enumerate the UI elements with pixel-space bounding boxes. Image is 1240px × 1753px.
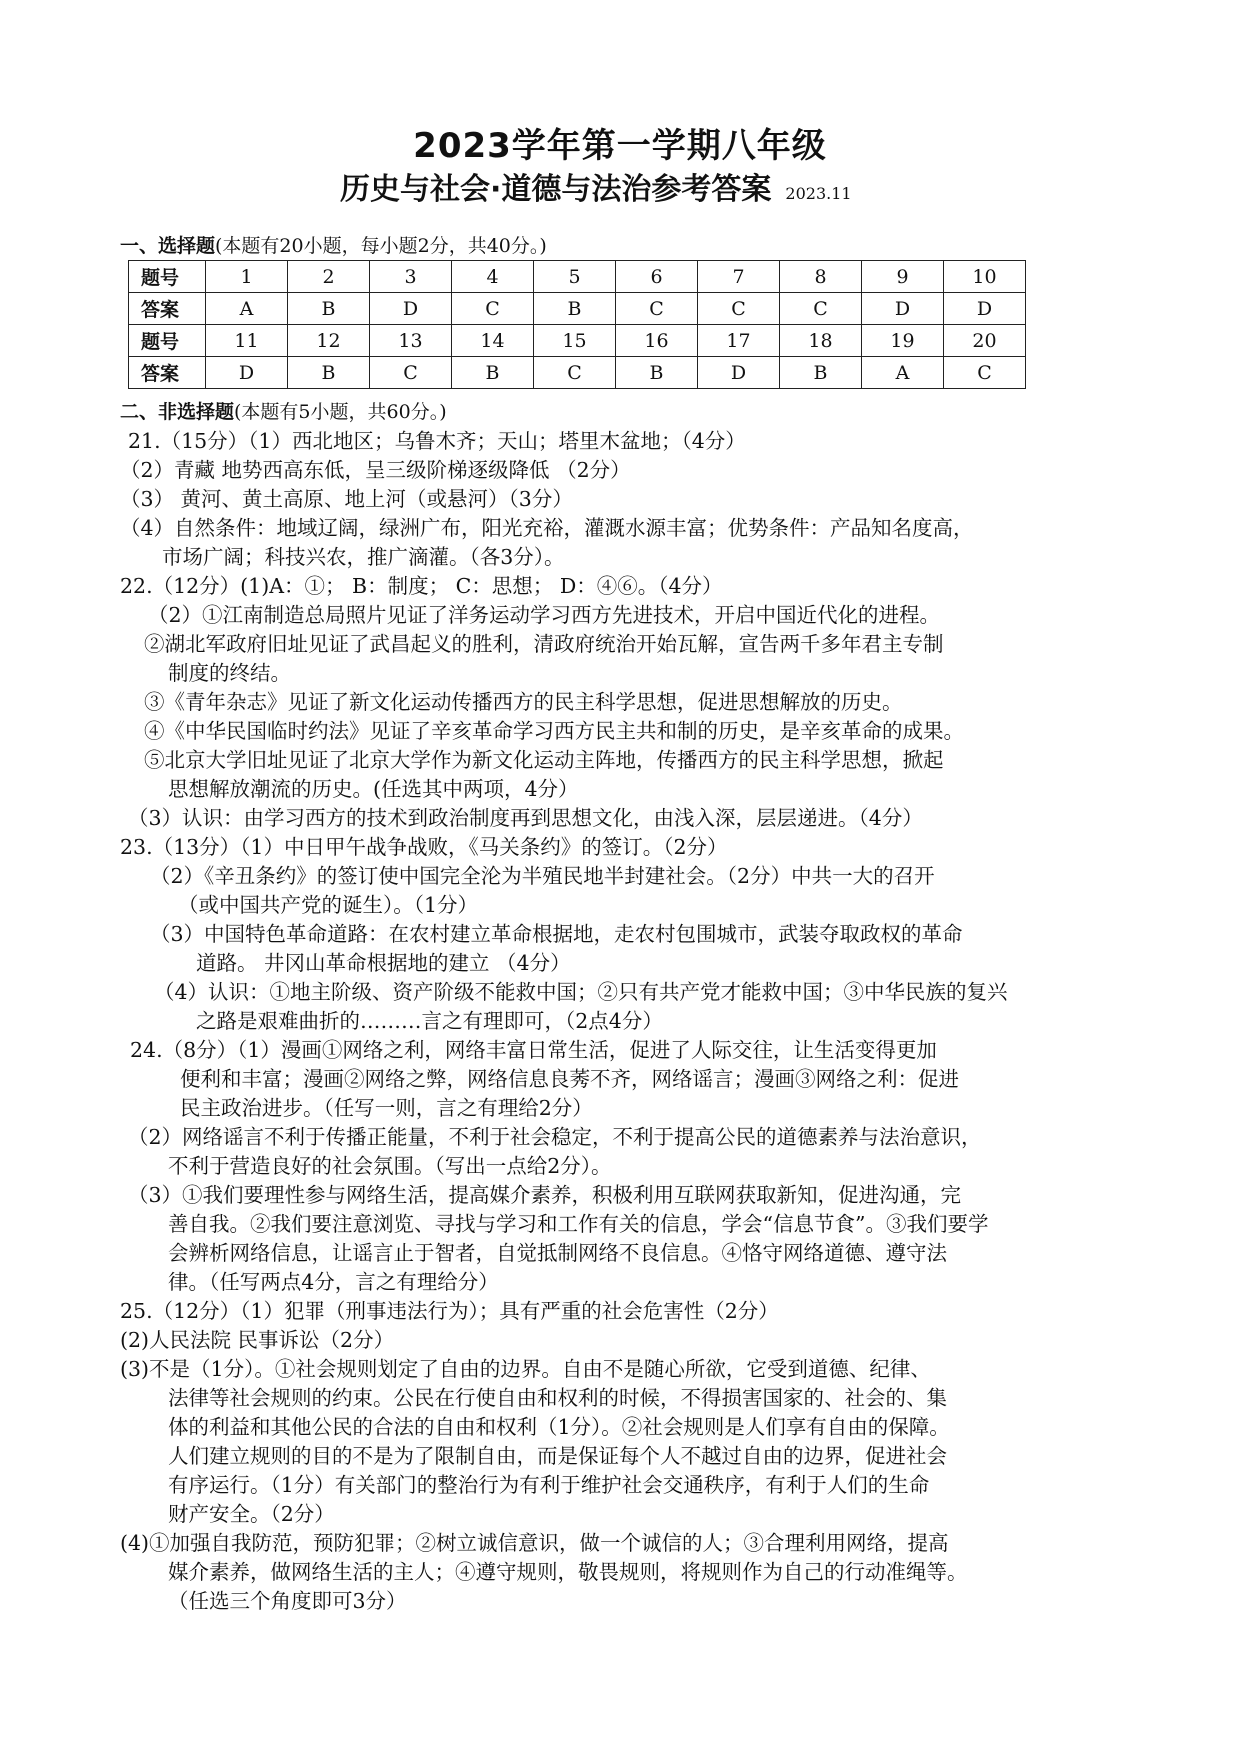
section1-title: 一、选择题 bbox=[120, 235, 216, 257]
answer-line: 25.（12分）（1）犯罪（刑事违法行为）；具有严重的社会危害性（2分） bbox=[120, 1299, 779, 1323]
section1-heading bbox=[120, 232, 547, 260]
answer-line: （3） 黄河、黄土高原、地上河（或悬河）（3分） bbox=[120, 487, 573, 511]
answer-line: 媒介素养，做网络生活的主人；④遵守规则，敬畏规则，将规则作为自己的行动准绳等。 bbox=[168, 1560, 968, 1584]
table-row bbox=[129, 325, 1026, 357]
answer-line: ③《青年杂志》见证了新文化运动传播西方的民主科学思想，促进思想解放的历史。 bbox=[144, 690, 903, 714]
answer-line: 不利于营造良好的社会氛围。（写出一点给2分）。 bbox=[168, 1154, 612, 1178]
answer-line: 会辨析网络信息，让谣言止于智者，自觉抵制网络不良信息。④恪守网络道德、遵守法 bbox=[168, 1241, 947, 1265]
subtitle-text: 历史与社会·道德与法治参考答案 bbox=[340, 172, 772, 207]
answer-line: 23.（13分）（1）中日甲午战争战败，《马关条约》的签订。（2分） bbox=[120, 835, 728, 859]
answer-line: （3）认识：由学习西方的技术到政治制度再到思想文化，由浅入深，层层递进。（4分） bbox=[128, 806, 923, 830]
table-cell: D bbox=[698, 357, 780, 389]
table-cell: 19 bbox=[862, 325, 944, 357]
table-cell: C bbox=[780, 293, 862, 325]
table-cell: C bbox=[534, 357, 616, 389]
answer-line: ④《中华民国临时约法》见证了辛亥革命学习西方民主共和制的历史，是辛亥革命的成果。 bbox=[144, 719, 964, 743]
answer-line: 善自我。②我们要注意浏览、寻找与学习和工作有关的信息，学会“信息节食”。③我们要学 bbox=[168, 1212, 989, 1236]
answer-line: （4）自然条件：地域辽阔，绿洲广布，阳光充裕，灌溉水源丰富；优势条件：产品知名度高， bbox=[120, 516, 974, 540]
table-cell: C bbox=[944, 357, 1026, 389]
table-cell: B bbox=[534, 293, 616, 325]
table-cell: C bbox=[616, 293, 698, 325]
table-cell: 4 bbox=[452, 261, 534, 293]
table-header-cell: 题号 bbox=[129, 325, 206, 357]
table-cell: 3 bbox=[370, 261, 452, 293]
table-header-cell: 题号 bbox=[129, 261, 206, 293]
table-row bbox=[129, 357, 1026, 389]
answer-line: 有序运行。（1分）有关部门的整治行为有利于维护社会交通秩序，有利于人们的生命 bbox=[168, 1473, 930, 1497]
date-label: 2023.11 bbox=[785, 184, 852, 203]
answer-line: 便利和丰富；漫画②网络之弊，网络信息良莠不齐，网络谣言；漫画③网络之利：促进 bbox=[180, 1067, 959, 1091]
table-cell: B bbox=[288, 293, 370, 325]
answer-line: （2）网络谣言不利于传播正能量，不利于社会稳定，不利于提高公民的道德素养与法治意识， bbox=[128, 1125, 982, 1149]
answer-line: （4）认识：①地主阶级、资产阶级不能救中国；②只有共产党才能救中国；③中华民族的复兴 bbox=[154, 980, 1008, 1004]
table-cell: D bbox=[206, 357, 288, 389]
table-cell: B bbox=[452, 357, 534, 389]
answer-line: 律。（任写两点4分，言之有理给分） bbox=[168, 1270, 499, 1294]
table-cell: 9 bbox=[862, 261, 944, 293]
table-cell: 12 bbox=[288, 325, 370, 357]
table-cell: 10 bbox=[944, 261, 1026, 293]
table-cell: C bbox=[452, 293, 534, 325]
table-cell: 14 bbox=[452, 325, 534, 357]
answer-line: 市场广阔；科技兴农，推广滴灌。（各3分）。 bbox=[162, 545, 565, 569]
table-cell: B bbox=[616, 357, 698, 389]
answer-line: 24.（8分）（1）漫画①网络之利，网络丰富日常生活，促进了人际交往，让生活变得更加 bbox=[130, 1038, 937, 1062]
table-cell: C bbox=[698, 293, 780, 325]
answer-line: 22.（12分）(1)A：①； B：制度； C：思想； D：④⑥。（4分） bbox=[120, 574, 723, 598]
table-cell: 20 bbox=[944, 325, 1026, 357]
answer-line: 之路是艰难曲折的………言之有理即可，（2点4分） bbox=[196, 1009, 663, 1033]
answer-line: (3)不是（1分）。①社会规则划定了自由的边界。自由不是随心所欲，它受到道德、纪律、 bbox=[120, 1357, 931, 1381]
answer-line: (4)①加强自我防范，预防犯罪；②树立诚信意识，做一个诚信的人；③合理利用网络，提高 bbox=[120, 1531, 949, 1555]
table-cell: A bbox=[862, 357, 944, 389]
table-cell: 6 bbox=[616, 261, 698, 293]
table-cell: 16 bbox=[616, 325, 698, 357]
answer-line: 人们建立规则的目的不是为了限制自由，而是保证每个人不越过自由的边界，促进社会 bbox=[168, 1444, 947, 1468]
table-cell: 1 bbox=[206, 261, 288, 293]
table-cell: D bbox=[370, 293, 452, 325]
table-cell: A bbox=[206, 293, 288, 325]
table-cell: D bbox=[944, 293, 1026, 325]
section2-note: (本题有5小题，共60分。) bbox=[234, 401, 447, 423]
answer-line: 道路。 井冈山革命根据地的建立 （4分） bbox=[196, 951, 571, 975]
table-row bbox=[129, 293, 1026, 325]
page-title: 2023学年第一学期八年级 bbox=[413, 126, 827, 166]
table-cell: B bbox=[288, 357, 370, 389]
table-cell: 2 bbox=[288, 261, 370, 293]
section2-heading bbox=[120, 398, 447, 426]
table-cell: 8 bbox=[780, 261, 862, 293]
answer-line: 民主政治进步。（任写一则，言之有理给2分） bbox=[180, 1096, 593, 1120]
table-row bbox=[129, 261, 1026, 293]
answer-line: （3）①我们要理性参与网络生活，提高媒介素养，积极利用互联网获取新知，促进沟通，完 bbox=[128, 1183, 962, 1207]
answer-line: 21.（15分）（1）西北地区；乌鲁木齐；天山；塔里木盆地；（4分） bbox=[128, 429, 746, 453]
answer-line: 思想解放潮流的历史。(任选其中两项，4分） bbox=[168, 777, 579, 801]
table-cell: 13 bbox=[370, 325, 452, 357]
table-cell: B bbox=[780, 357, 862, 389]
table-cell: 7 bbox=[698, 261, 780, 293]
section1-note: (本题有20小题，每小题2分，共40分。) bbox=[215, 235, 547, 257]
table-cell: 18 bbox=[780, 325, 862, 357]
answer-line: （3）中国特色革命道路：在农村建立革命根据地，走农村包围城市，武装夺取政权的革命 bbox=[150, 922, 963, 946]
answer-line: 体的利益和其他公民的合法的自由和权利（1分）。②社会规则是人们享有自由的保障。 bbox=[168, 1415, 950, 1439]
answer-line: 制度的终结。 bbox=[168, 661, 291, 685]
answer-table bbox=[128, 260, 1026, 389]
page-subtitle bbox=[340, 164, 852, 208]
answer-line: ⑤北京大学旧址见证了北京大学作为新文化运动主阵地，传播西方的民主科学思想，掀起 bbox=[144, 748, 944, 772]
table-cell: 11 bbox=[206, 325, 288, 357]
table-cell: 5 bbox=[534, 261, 616, 293]
answer-line: （任选三个角度即可3分） bbox=[168, 1589, 407, 1613]
table-header-cell: 答案 bbox=[129, 357, 206, 389]
table-cell: C bbox=[370, 357, 452, 389]
table-header-cell: 答案 bbox=[129, 293, 206, 325]
answer-line: （2）《辛丑条约》的签订使中国完全沦为半殖民地半封建社会。（2分）中共一大的召开 bbox=[150, 864, 935, 888]
table-cell: 17 bbox=[698, 325, 780, 357]
table-cell: D bbox=[862, 293, 944, 325]
answer-line: (2)人民法院 民事诉讼（2分） bbox=[120, 1328, 395, 1352]
answer-line: （2）青藏 地势西高东低，呈三级阶梯逐级降低 （2分） bbox=[120, 458, 631, 482]
answer-line: （或中国共产党的诞生）。（1分） bbox=[178, 893, 479, 917]
answer-line: 财产安全。（2分） bbox=[168, 1502, 335, 1526]
section2-title: 二、非选择题 bbox=[120, 401, 235, 423]
answer-line: （2）①江南制造总局照片见证了洋务运动学习西方先进技术，开启中国近代化的进程。 bbox=[148, 603, 941, 627]
answer-line: 法律等社会规则的约束。公民在行使自由和权利的时候，不得损害国家的、社会的、集 bbox=[168, 1386, 947, 1410]
answer-line: ②湖北军政府旧址见证了武昌起义的胜利，清政府统治开始瓦解，宣告两千多年君主专制 bbox=[144, 632, 944, 656]
table-cell: 15 bbox=[534, 325, 616, 357]
